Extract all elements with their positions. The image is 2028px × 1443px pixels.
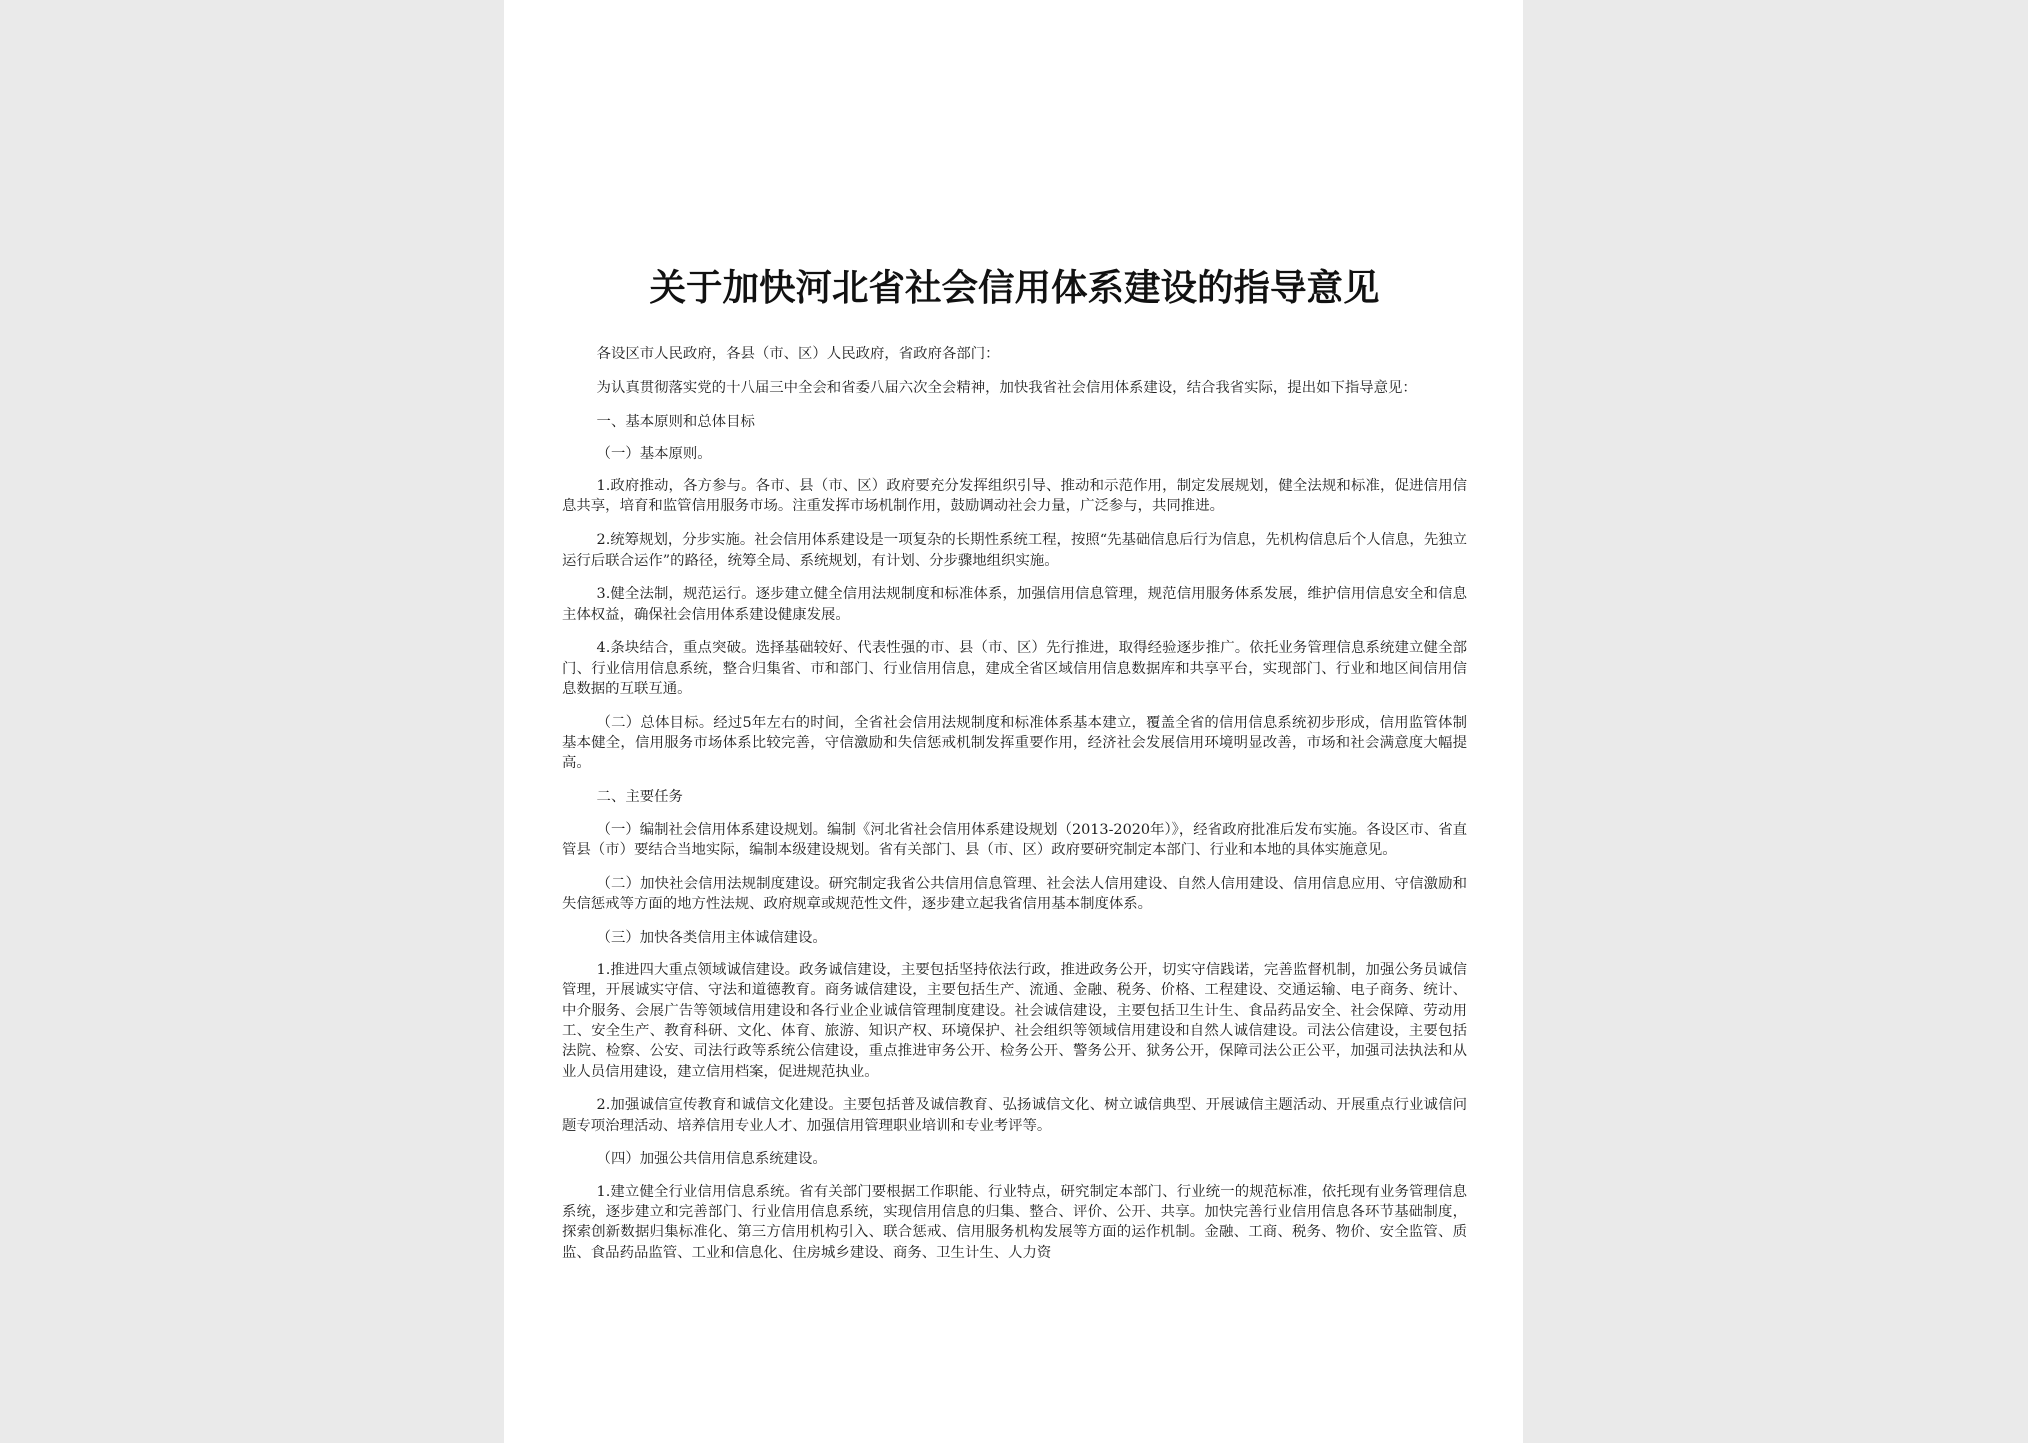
paragraph: 1.推进四大重点领域诚信建设。政务诚信建设，主要包括坚持依法行政，推进政务公开，切实守信践诺，完善监督机制，加强公务员诚信管理，开展诚实守信、守法和道德教育。商务诚信建设，主要包括生产、流通、金融、税务、价格、工程建设、交通运输、电子商务、统计、中介服务、会展广告等领域信用建设和各行业企业诚信管理制度建设。社会诚信建设，主要包括卫生计生、食品药品安全、社会保障、劳动用工、安全生产、教育科研、文化、体育、旅游、知识产权、环境保护、社会组织等领域信用建设和自然人诚信建设。司法公信建设，主要包括法院、检察、公安、司法行政等系统公信建设，重点推进审务公开、检务公开、警务公开、狱务公开，保障司法公正公平，加强司法执法和从业人员信用建设，建立信用档案，促进规范执业。 [562, 962, 1467, 1080]
paragraph: 3.健全法制，规范运行。逐步建立健全信用法规制度和标准体系，加强信用信息管理，规范信用服务体系发展，维护信用信息安全和信息主体权益，确保社会信用体系建设健康发展。 [562, 586, 1467, 623]
subsection-heading: （四）加强公共信用信息系统建设。 [596, 1151, 827, 1168]
document-title: 关于加快河北省社会信用体系建设的指导意见 [649, 266, 1380, 309]
paragraph: （二）加快社会信用法规制度建设。研究制定我省公共信用信息管理、社会法人信用建设、自然人信用建设、信用信息应用、守信激励和失信惩戒等方面的地方性法规、政府规章或规范性文件，逐步建立起我省信用基本制度体系。 [562, 875, 1467, 912]
document-page [504, 0, 1523, 1443]
subsection-heading: （一）基本原则。 [596, 445, 712, 462]
section-heading: 一、基本原则和总体目标 [596, 413, 755, 430]
paragraph-list [562, 378, 1467, 1263]
paragraph: 4.条块结合，重点突破。选择基础较好、代表性强的市、县（市、区）先行推进，取得经验逐步推广。依托业务管理信息系统建立健全部门、行业信用信息系统，整合归集省、市和部门、行业信用信息，建成全省区域信用信息数据库和共享平台，实现部门、行业和地区间信用信息数据的互联互通。 [562, 640, 1467, 698]
paragraph: 2.统筹规划，分步实施。社会信用体系建设是一项复杂的长期性系统工程，按照“先基础信息后行为信息，先机构信息后个人信息，先独立运行后联合运作”的路径，统筹全局、系统规划，有计划、分步骤地组织实施。 [562, 532, 1467, 569]
document-body [562, 258, 1467, 1276]
paragraph: 为认真贯彻落实党的十八届三中全会和省委八届六次全会精神，加快我省社会信用体系建设，结合我省实际，提出如下指导意见： [596, 379, 1417, 396]
paragraph: 2.加强诚信宣传教育和诚信文化建设。主要包括普及诚信教育、弘扬诚信文化、树立诚信典型、开展诚信主题活动、开展重点行业诚信问题专项治理活动、培养信用专业人才、加强信用管理职业培训和专业考评等。 [562, 1097, 1467, 1134]
paragraph: 1.政府推动，各方参与。各市、县（市、区）政府要充分发挥组织引导、推动和示范作用，制定发展规划，健全法规和标准，促进信用信息共享，培育和监管信用服务市场。注重发挥市场机制作用，鼓励调动社会力量，广泛参与，共同推进。 [562, 478, 1467, 515]
paragraph: （二）总体目标。经过5年左右的时间，全省社会信用法规制度和标准体系基本建立，覆盖全省的信用信息系统初步形成，信用监管体制基本健全，信用服务市场体系比较完善，守信激励和失信惩戒机制发挥重要作用，经济社会发展信用环境明显改善，市场和社会满意度大幅提高。 [562, 714, 1467, 772]
subsection-heading: （三）加快各类信用主体诚信建设。 [596, 929, 827, 946]
paragraph: （一）编制社会信用体系建设规划。编制《河北省社会信用体系建设规划（2013-2020年）》，经省政府批准后发布实施。各设区市、省直管县（市）要结合当地实际，编制本级建设规划。省有关部门、县（市、区）政府要研究制定本部门、行业和本地的具体实施意见。 [562, 821, 1467, 858]
paragraph: 1.建立健全行业信用信息系统。省有关部门要根据工作职能、行业特点，研究制定本部门、行业统一的规范标准，依托现有业务管理信息系统，逐步建立和完善部门、行业信用信息系统，实现信用信息的归集、整合、评价、公开、共享。加快完善行业信用信息各环节基础制度，探索创新数据归集标准化、第三方信用机构引入、联合惩戒、信用服务机构发展等方面的运作机制。金融、工商、税务、物价、安全监管、质监、食品药品监管、工业和信息化、住房城乡建设、商务、卫生计生、人力资 [562, 1183, 1467, 1261]
salutation: 各设区市人民政府，各县（市、区）人民政府，省政府各部门： [596, 346, 1000, 362]
section-heading: 二、主要任务 [596, 789, 683, 806]
